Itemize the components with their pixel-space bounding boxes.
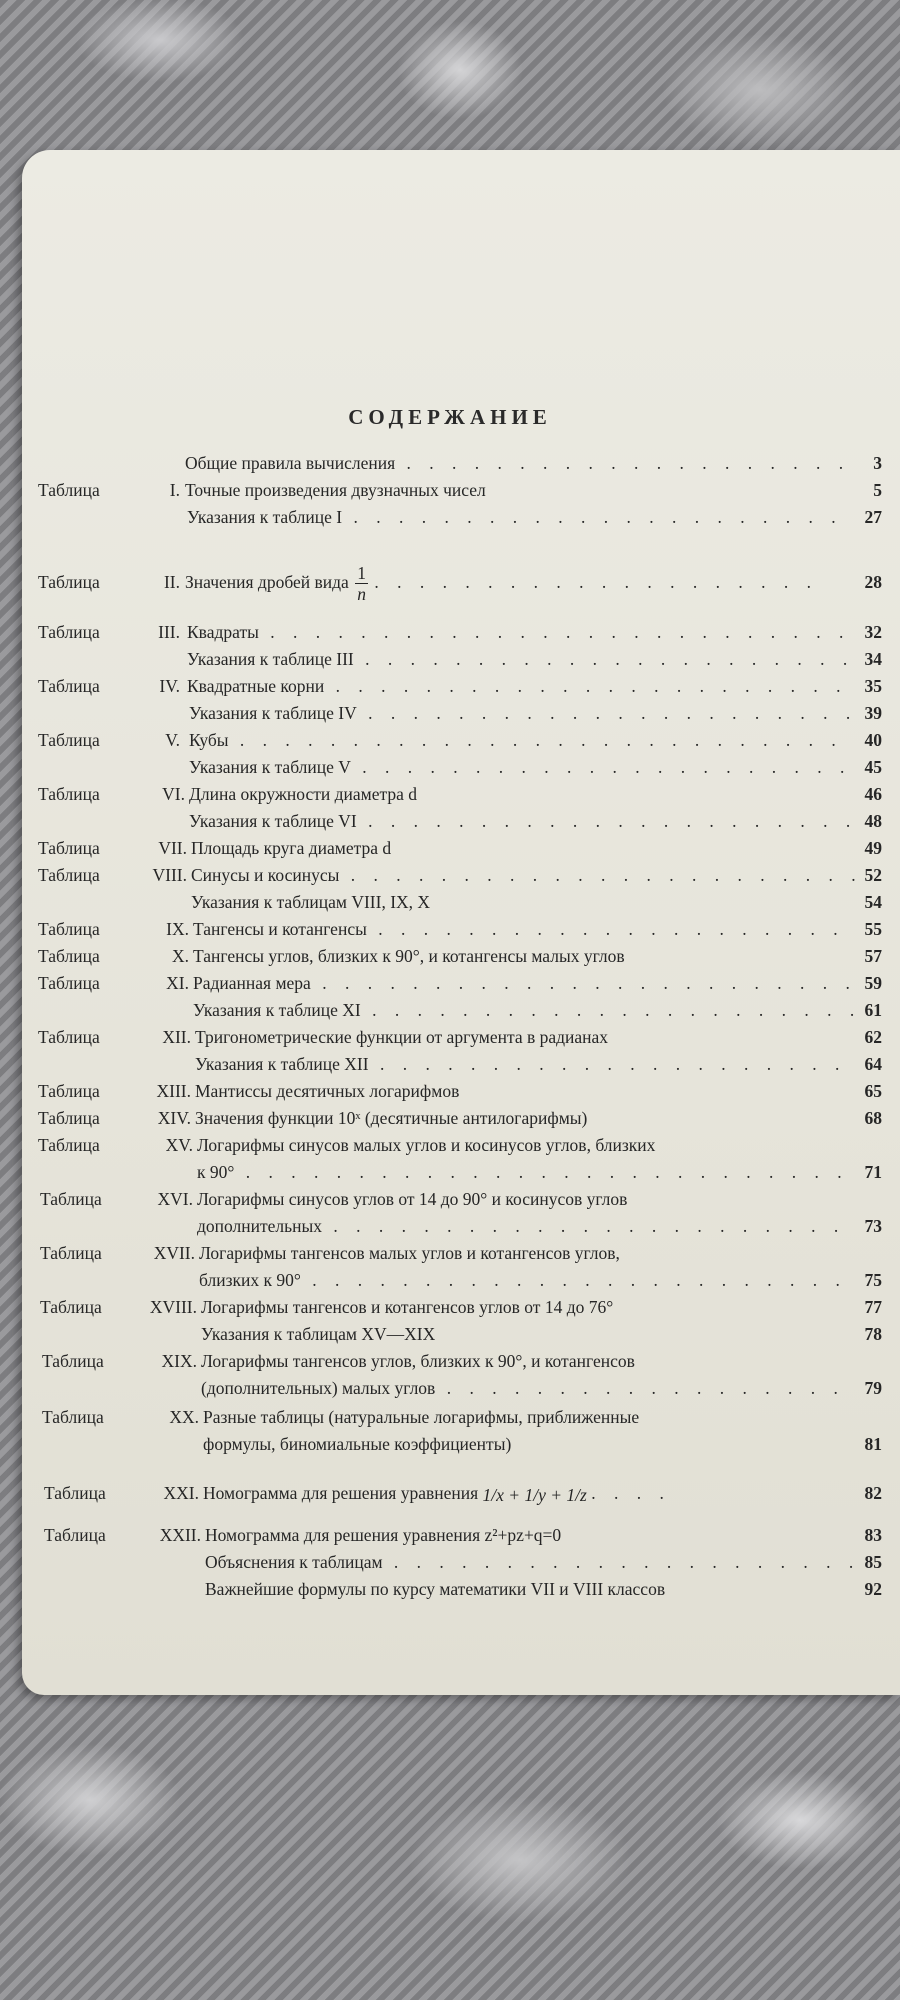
toc-entry [0, 1321, 900, 1347]
entry-page: 32 [864, 622, 882, 642]
entry-page: 28 [864, 572, 882, 592]
toc-entry [0, 504, 900, 530]
toc-entry-continued [0, 1267, 900, 1293]
entry-page: 55 [864, 919, 882, 939]
entry-page: 92 [864, 1579, 882, 1599]
toc-entry [0, 1078, 900, 1104]
entry-text: Указания к таблице III . . . [187, 646, 855, 672]
entry-page: 57 [864, 946, 882, 966]
entry-text: Квадратные корни . . . [187, 673, 855, 699]
fraction [355, 563, 368, 604]
entry-label: Таблица [38, 730, 100, 750]
entry-text: Указания к таблицам VIII, IX, X [191, 892, 431, 912]
toc-entry [0, 1522, 900, 1548]
fraction-denominator: n [357, 584, 366, 605]
entry-page: 61 [864, 1000, 882, 1020]
entry-page: 45 [864, 757, 882, 777]
entry-label: Таблица [38, 622, 100, 642]
entry-text: Номограмма для решения уравнения z²+pz+q=0 [205, 1525, 562, 1545]
toc-entry [0, 477, 900, 503]
entry-label: Таблица [40, 1243, 102, 1263]
entry-number: VIII. [152, 865, 187, 885]
toc-entry [0, 808, 900, 834]
entry-label: Таблица [38, 572, 100, 592]
toc-entry [0, 1576, 900, 1602]
toc-entry-continued [0, 1375, 900, 1401]
entry-label: Таблица [44, 1525, 106, 1545]
entry-label: Таблица [40, 1189, 102, 1209]
entry-text: Указания к таблице I . . . [187, 504, 855, 530]
entry-text-line2: дополнительных . . . [197, 1213, 855, 1239]
entry-label: Таблица [38, 1081, 100, 1101]
entry-page: 64 [864, 1054, 882, 1074]
entry-label: Таблица [38, 676, 100, 696]
toc-entry [0, 1348, 900, 1374]
toc-entry-continued [0, 1159, 900, 1185]
entry-text: Точные произведения двузначных чисел [185, 480, 486, 500]
entry-text: Логарифмы синусов малых углов и косинусов углов, близких [197, 1135, 656, 1155]
entry-text: Указания к таблице V . . . [189, 754, 855, 780]
entry-text-line2: формулы, биномиальные коэффициенты) [203, 1434, 512, 1454]
entry-number: V. [165, 730, 180, 750]
entry-text: Указания к таблице XI . . . [193, 997, 855, 1023]
entry-text: Общие правила вычисления . . . [185, 450, 855, 476]
toc-entry [0, 646, 900, 672]
entry-number: XXII. [159, 1525, 201, 1545]
entry-text: Кубы . . . [189, 727, 855, 753]
entry-page: 81 [864, 1434, 882, 1454]
entry-label: Таблица [44, 1483, 106, 1503]
toc-entry [0, 997, 900, 1023]
entry-page: 3 [873, 453, 882, 473]
entry-label: Таблица [38, 838, 100, 858]
toc-entry [0, 781, 900, 807]
toc-entry [0, 1024, 900, 1050]
entry-page: 83 [864, 1525, 882, 1545]
toc-entry [0, 619, 900, 645]
entry-page: 78 [864, 1324, 882, 1344]
entry-text-line2: близких к 90° . . . [199, 1267, 855, 1293]
toc-entry [0, 1294, 900, 1320]
toc-entry [0, 450, 900, 476]
entry-page: 49 [864, 838, 882, 858]
entry-number: XI. [166, 973, 189, 993]
entry-page: 39 [864, 703, 882, 723]
entry-label: Таблица [38, 919, 100, 939]
entry-number: XII. [162, 1027, 191, 1047]
entry-page: 59 [864, 973, 882, 993]
entry-number: IX. [166, 919, 189, 939]
toc-entry [0, 835, 900, 861]
entry-text-group: Значения дробей вида $\frac{1}{n}$ . . . . . . . . . . . . . . . . . . . . [185, 563, 818, 605]
entry-number: XVII. [153, 1243, 195, 1263]
entry-label: Таблица [38, 946, 100, 966]
entry-number: XVI. [157, 1189, 193, 1209]
entry-number: XIII. [156, 1081, 191, 1101]
entry-page: 65 [864, 1081, 882, 1101]
entry-number: XIX. [161, 1351, 197, 1371]
entry-page: 73 [864, 1216, 882, 1236]
toc-entry [0, 1470, 900, 1516]
entry-number: XVIII. [149, 1297, 197, 1317]
entry-label: Таблица [42, 1351, 104, 1371]
formula [483, 1472, 587, 1518]
entry-text: Объяснения к таблицам . . . [205, 1549, 855, 1575]
entry-page: 71 [864, 1162, 882, 1182]
entry-page: 48 [864, 811, 882, 831]
entry-page: 62 [864, 1027, 882, 1047]
entry-page: 40 [864, 730, 882, 750]
toc-entry [0, 1404, 900, 1430]
toc-entry [0, 562, 900, 605]
toc-entry [0, 1132, 900, 1158]
entry-number: XXI. [163, 1483, 199, 1503]
entry-page: 85 [864, 1552, 882, 1572]
entry-text: Радианная мера . . . [193, 970, 855, 996]
toc-entry [0, 727, 900, 753]
entry-text: Разные таблицы (натуральные логарифмы, приближенные [203, 1407, 640, 1427]
entry-number: III. [158, 622, 180, 642]
entry-text: Значения функции 10ˣ (десятичные антилогарифмы) [195, 1108, 588, 1128]
entry-text: Квадраты . . . [187, 619, 855, 645]
entry-text: Указания к таблице VI . . . [189, 808, 855, 834]
entry-text: Длина окружности диаметра d [189, 784, 418, 804]
entry-number: IV. [159, 676, 180, 696]
entry-label: Таблица [38, 865, 100, 885]
entry-page: 75 [864, 1270, 882, 1290]
entry-label: Таблица [42, 1407, 104, 1427]
toc-entry-continued [0, 1213, 900, 1239]
entry-text: Логарифмы тангенсов и котангенсов углов от 14 до 76° [201, 1297, 614, 1317]
toc-entry [0, 862, 900, 888]
entry-text: Логарифмы тангенсов углов, близких к 90°, и котангенсов [201, 1351, 635, 1371]
entry-page: 82 [864, 1483, 882, 1503]
toc-entry [0, 943, 900, 969]
toc-entry [0, 1186, 900, 1212]
entry-page: 27 [864, 507, 882, 527]
entry-text: Логарифмы синусов углов от 14 до 90° и косинусов углов [197, 1189, 628, 1209]
entry-text: Мантиссы десятичных логарифмов [195, 1081, 460, 1101]
toc-entry [0, 889, 900, 915]
entry-page: 5 [873, 480, 882, 500]
toc-entry [0, 1549, 900, 1575]
page-title: СОДЕРЖАНИЕ [348, 405, 552, 429]
entry-number: X. [171, 946, 189, 966]
entry-page: 34 [864, 649, 882, 669]
entry-text: Значения дробей вида [185, 572, 349, 592]
entry-text: Номограмма для решения уравнения [203, 1483, 479, 1503]
entry-label: Таблица [38, 480, 100, 500]
entry-text: Тангенсы и котангенсы . . . [193, 916, 855, 942]
entry-text-line2: (дополнительных) малых углов . . . [201, 1375, 855, 1401]
entry-page: 52 [864, 865, 882, 885]
entry-number: II. [163, 572, 180, 592]
toc-entry [0, 970, 900, 996]
toc-entry [0, 673, 900, 699]
entry-page: 79 [864, 1378, 882, 1398]
entry-number: XX. [169, 1407, 199, 1427]
entry-text-line2: к 90° . . . [197, 1159, 855, 1185]
entry-number: XV. [165, 1135, 193, 1155]
toc-entry [0, 1240, 900, 1266]
entry-label: Таблица [38, 1108, 100, 1128]
entry-text: Площадь круга диаметра d [191, 838, 392, 858]
entry-page: 54 [864, 892, 882, 912]
entry-label: Таблица [38, 973, 100, 993]
entry-text: Указания к таблице IV . . . [189, 700, 855, 726]
entry-text: Указания к таблицам XV—XIX [201, 1324, 436, 1344]
entry-text: Логарифмы тангенсов малых углов и котангенсов углов, [199, 1243, 620, 1263]
entry-text: Тангенсы углов, близких к 90°, и котангенсы малых углов [193, 946, 625, 966]
entry-label: Таблица [38, 1135, 100, 1155]
entry-page: 35 [864, 676, 882, 696]
entry-number: XIV. [157, 1108, 191, 1128]
entry-label: Таблица [38, 784, 100, 804]
toc-entry [0, 1051, 900, 1077]
toc-entry-continued [0, 1431, 900, 1457]
entry-text-group: Номограмма для решения уравнения 1/x + 1/y + 1/z . . . . [203, 1470, 671, 1518]
entry-number: VII. [158, 838, 187, 858]
entry-page: 77 [864, 1297, 882, 1317]
entry-label: Таблица [40, 1297, 102, 1317]
fraction-numerator: 1 [357, 563, 366, 584]
toc-entry [0, 754, 900, 780]
entry-page: 46 [864, 784, 882, 804]
entry-text: Важнейшие формулы по курсу математики VII и VIII классов [205, 1579, 666, 1599]
entry-page: 68 [864, 1108, 882, 1128]
formula-text: 1/x + 1/y + 1/z [482, 1484, 587, 1505]
entry-text: Указания к таблице XII . . . [195, 1051, 855, 1077]
toc-entry [0, 916, 900, 942]
entry-label: Таблица [38, 1027, 100, 1047]
toc-entry [0, 1105, 900, 1131]
toc-entry [0, 700, 900, 726]
entry-text: Синусы и косинусы . . . [191, 862, 855, 888]
entry-number: I. [169, 480, 180, 500]
entry-number: VI. [162, 784, 185, 804]
entry-text: Тригонометрические функции от аргумента в радианах [195, 1027, 609, 1047]
